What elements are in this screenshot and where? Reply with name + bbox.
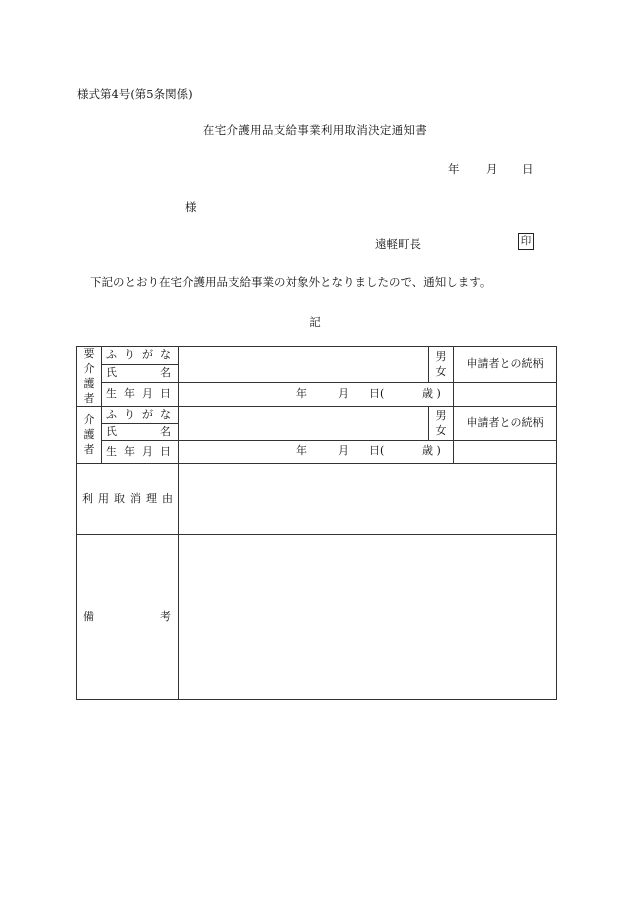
caregiver-dob-field[interactable]: 年 月 日( 歳 ): [179, 441, 454, 464]
caregiver-gender[interactable]: 男 女: [429, 407, 454, 441]
seal-mark: 印: [518, 233, 534, 250]
remarks-label: 備 考: [77, 535, 179, 700]
care-recipient-dob-label: 生 年 月 日: [102, 383, 179, 407]
date-month-label: 月: [486, 162, 498, 176]
care-recipient-relationship-field[interactable]: [454, 383, 557, 407]
cancel-reason-field[interactable]: [179, 464, 557, 535]
ki-heading: 記: [309, 315, 321, 329]
issuer-name: 遠軽町長: [375, 237, 421, 251]
caregiver-name-label: 氏 名: [102, 424, 179, 441]
form-number: 様式第4号(第5条関係): [77, 87, 193, 101]
document-title: 在宅介護用品支給事業利用取消決定通知書: [202, 123, 428, 137]
care-recipient-label: 要 介 護 者: [77, 347, 102, 407]
addressee-suffix: 様: [185, 200, 197, 214]
date-day-label: 日: [522, 162, 534, 176]
notification-table: [76, 346, 557, 700]
care-recipient-gender[interactable]: 男 女: [429, 347, 454, 383]
caregiver-dob-label: 生 年 月 日: [102, 441, 179, 464]
cancel-reason-label: 利 用 取 消 理 由: [77, 464, 179, 535]
date-year-label: 年: [448, 162, 460, 176]
care-recipient-dob-field[interactable]: 年 月 日( 歳 ): [179, 383, 454, 407]
remarks-field[interactable]: [179, 535, 557, 700]
notice-text: 下記のとおり在宅介護用品支給事業の対象外となりましたので、通知します。: [90, 275, 492, 289]
caregiver-name-field[interactable]: [179, 407, 429, 441]
caregiver-furigana-label: ふ り が な: [102, 407, 179, 424]
care-recipient-name-label: 氏 名: [102, 365, 179, 383]
caregiver-label: 介 護 者: [77, 407, 102, 464]
caregiver-relationship-field[interactable]: [454, 441, 557, 464]
care-recipient-furigana-label: ふ り が な: [102, 347, 179, 365]
caregiver-relationship-label: 申請者との続柄: [454, 407, 557, 441]
care-recipient-relationship-label: 申請者との続柄: [454, 347, 557, 383]
care-recipient-name-field[interactable]: [179, 347, 429, 383]
